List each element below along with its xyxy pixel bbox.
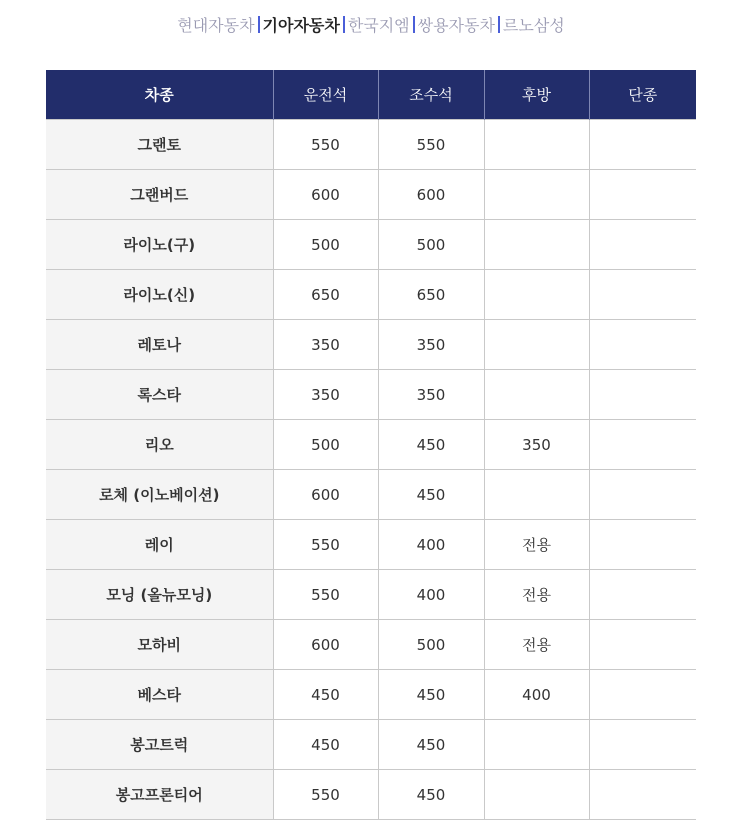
cell-passenger-side: 600 [378, 170, 484, 220]
cell-discontinued [589, 320, 696, 370]
cell-driver-side: 500 [273, 420, 378, 470]
cell-rear [484, 120, 589, 170]
cell-rear: 400 [484, 670, 589, 720]
table-row [46, 370, 696, 420]
header-model: 차종 [46, 70, 273, 120]
cell-rear [484, 720, 589, 770]
cell-rear: 전용 [484, 520, 589, 570]
cell-rear [484, 220, 589, 270]
table-row [46, 520, 696, 570]
cell-driver-side: 550 [273, 570, 378, 620]
brand-separator [343, 16, 345, 33]
brand-separator [258, 16, 260, 33]
wiper-spec-table [46, 70, 696, 820]
cell-driver-side: 650 [273, 270, 378, 320]
cell-driver-side: 600 [273, 170, 378, 220]
table-row [46, 770, 696, 820]
cell-discontinued [589, 470, 696, 520]
cell-model: 모하비 [46, 620, 273, 670]
cell-passenger-side: 650 [378, 270, 484, 320]
brand-tab-kia[interactable]: 기아자동차 [262, 16, 340, 35]
cell-passenger-side: 500 [378, 220, 484, 270]
header-driver-side: 운전석 [273, 70, 378, 120]
cell-passenger-side: 400 [378, 570, 484, 620]
cell-discontinued [589, 570, 696, 620]
cell-passenger-side: 450 [378, 670, 484, 720]
cell-rear: 350 [484, 420, 589, 470]
brand-tab-hyundai[interactable]: 현대자동차 [177, 16, 255, 35]
brand-tab-renault-samsung[interactable]: 르노삼성 [502, 16, 565, 35]
cell-model: 그랜토 [46, 120, 273, 170]
header-passenger-side: 조수석 [378, 70, 484, 120]
cell-discontinued [589, 370, 696, 420]
cell-rear [484, 470, 589, 520]
cell-model: 리오 [46, 420, 273, 470]
brand-nav [0, 14, 738, 38]
table-row [46, 270, 696, 320]
cell-model: 레이 [46, 520, 273, 570]
cell-driver-side: 600 [273, 470, 378, 520]
table-row [46, 420, 696, 470]
brand-separator [498, 16, 500, 33]
cell-rear [484, 270, 589, 320]
cell-driver-side: 350 [273, 370, 378, 420]
cell-rear [484, 370, 589, 420]
cell-driver-side: 550 [273, 770, 378, 820]
cell-passenger-side: 450 [378, 720, 484, 770]
cell-model: 봉고프론티어 [46, 770, 273, 820]
table-row [46, 320, 696, 370]
cell-driver-side: 450 [273, 720, 378, 770]
cell-passenger-side: 500 [378, 620, 484, 670]
cell-discontinued [589, 620, 696, 670]
wiper-spec-table-container [46, 70, 696, 820]
cell-model: 봉고트럭 [46, 720, 273, 770]
table-row [46, 570, 696, 620]
cell-discontinued [589, 170, 696, 220]
cell-passenger-side: 450 [378, 420, 484, 470]
cell-model: 라이노(신) [46, 270, 273, 320]
cell-rear: 전용 [484, 570, 589, 620]
cell-driver-side: 550 [273, 120, 378, 170]
cell-discontinued [589, 720, 696, 770]
cell-passenger-side: 350 [378, 370, 484, 420]
table-row [46, 220, 696, 270]
cell-rear [484, 770, 589, 820]
cell-model: 베스타 [46, 670, 273, 720]
table-body [46, 120, 696, 820]
table-row [46, 170, 696, 220]
cell-model: 라이노(구) [46, 220, 273, 270]
table-header-row [46, 70, 696, 120]
cell-discontinued [589, 220, 696, 270]
cell-rear [484, 320, 589, 370]
cell-discontinued [589, 120, 696, 170]
cell-discontinued [589, 670, 696, 720]
cell-model: 모닝 (올뉴모닝) [46, 570, 273, 620]
cell-passenger-side: 550 [378, 120, 484, 170]
cell-driver-side: 500 [273, 220, 378, 270]
cell-passenger-side: 350 [378, 320, 484, 370]
header-discontinued: 단종 [589, 70, 696, 120]
table-row [46, 720, 696, 770]
cell-passenger-side: 450 [378, 470, 484, 520]
brand-tab-ssangyong[interactable]: 쌍용자동차 [417, 16, 495, 35]
cell-model: 로체 (이노베이션) [46, 470, 273, 520]
cell-rear: 전용 [484, 620, 589, 670]
cell-driver-side: 600 [273, 620, 378, 670]
cell-passenger-side: 450 [378, 770, 484, 820]
table-row [46, 670, 696, 720]
cell-model: 록스타 [46, 370, 273, 420]
cell-driver-side: 350 [273, 320, 378, 370]
cell-model: 그랜버드 [46, 170, 273, 220]
table-row [46, 620, 696, 670]
cell-model: 레토나 [46, 320, 273, 370]
cell-driver-side: 550 [273, 520, 378, 570]
cell-discontinued [589, 520, 696, 570]
cell-rear [484, 170, 589, 220]
brand-tab-gm-korea[interactable]: 한국지엠 [347, 16, 410, 35]
brand-separator [413, 16, 415, 33]
cell-passenger-side: 400 [378, 520, 484, 570]
cell-driver-side: 450 [273, 670, 378, 720]
cell-discontinued [589, 270, 696, 320]
table-row [46, 470, 696, 520]
cell-discontinued [589, 770, 696, 820]
table-row [46, 120, 696, 170]
cell-discontinued [589, 420, 696, 470]
header-rear: 후방 [484, 70, 589, 120]
